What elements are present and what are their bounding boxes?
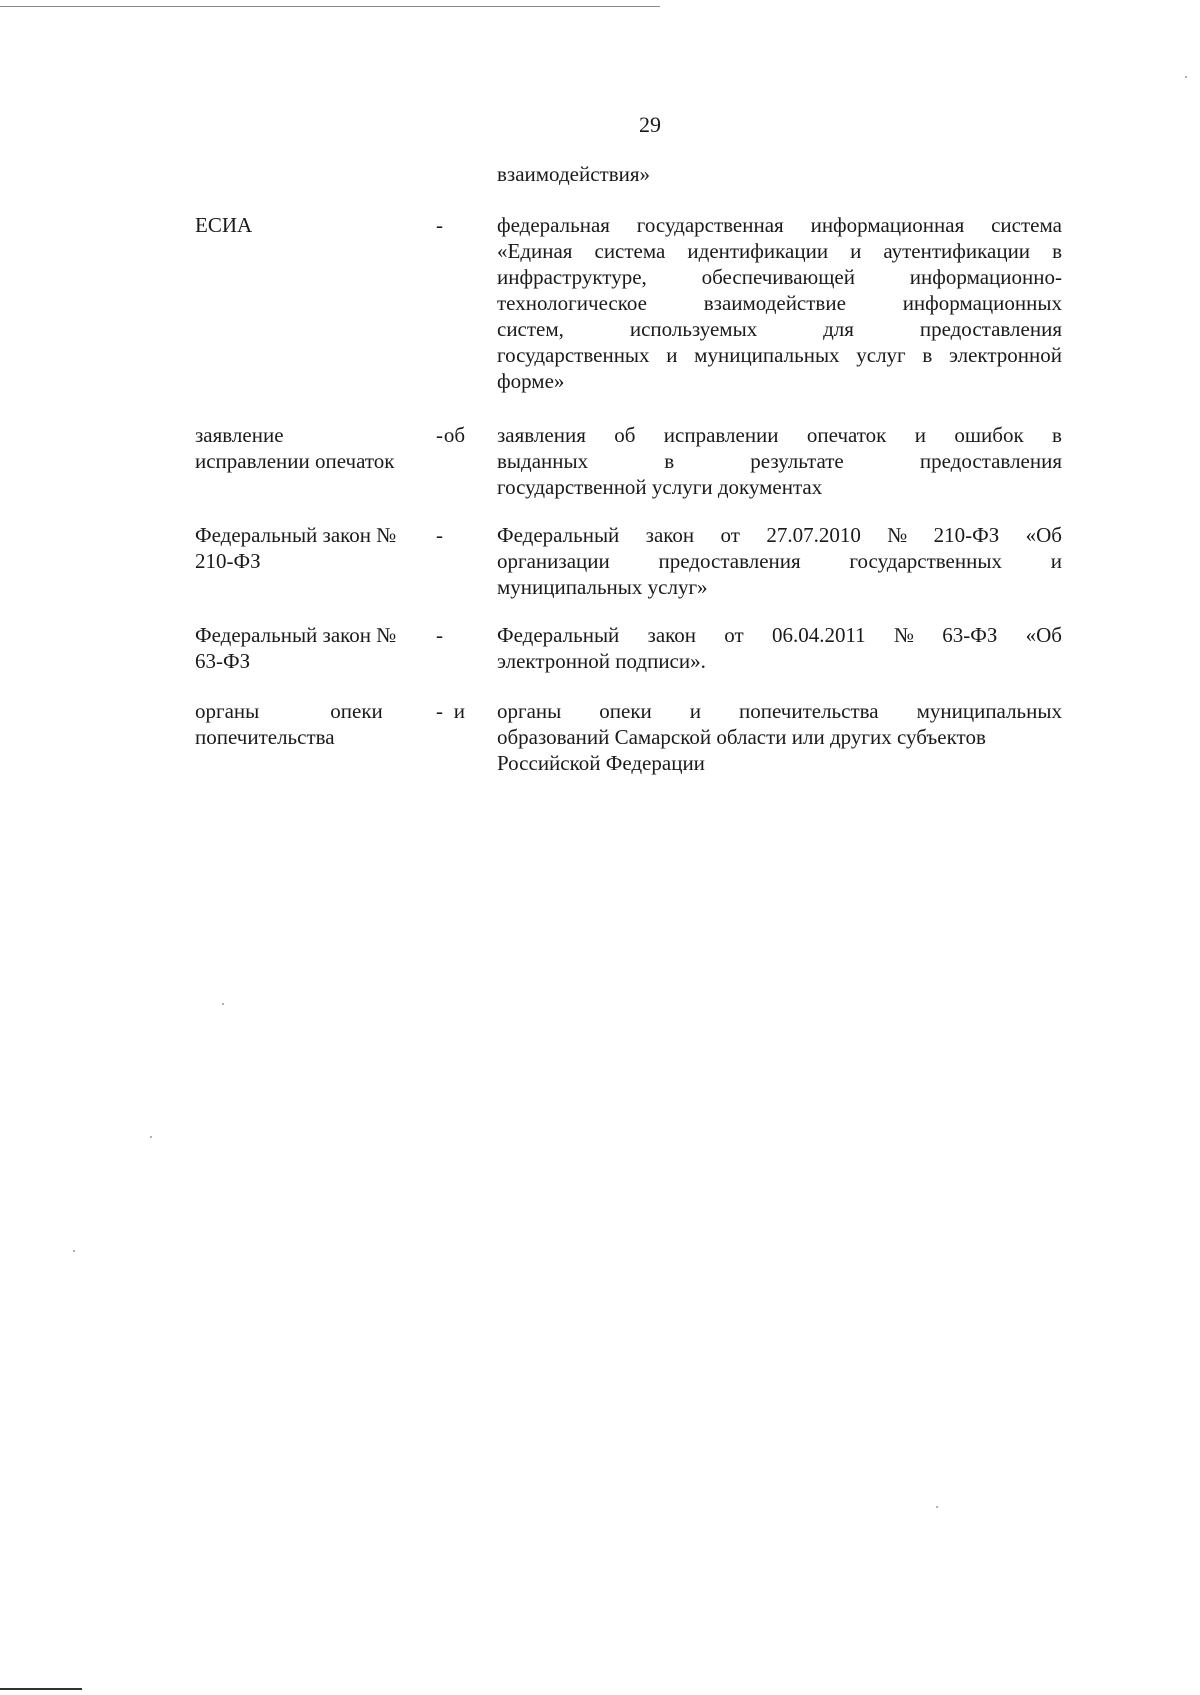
definition-1 <box>497 212 1062 394</box>
term-word: органы <box>195 699 260 723</box>
definition-line <box>497 290 1062 316</box>
definition-word: государственной услуги документах <box>497 475 823 499</box>
definition-line <box>497 238 1062 264</box>
definition-word: систем, <box>497 317 564 341</box>
definition-word: и <box>914 423 926 447</box>
term-4 <box>195 622 465 674</box>
definition-word: выданных <box>497 449 589 473</box>
definition-word: в <box>1052 239 1062 263</box>
definition-word: 27.07.2010 <box>766 523 861 547</box>
definition-word: № <box>893 623 914 647</box>
definition-word: «Об <box>1025 623 1062 647</box>
definition-word: система <box>991 213 1062 237</box>
definition-line <box>497 448 1062 474</box>
definition-line <box>497 342 1062 368</box>
definition-5 <box>497 698 1062 776</box>
definition-word: в <box>1052 423 1062 447</box>
definition-word: муниципальных <box>694 343 840 367</box>
term-word: об <box>443 423 465 447</box>
definition-word: Федеральный <box>497 623 620 647</box>
definition-word: технологическое <box>497 291 647 315</box>
term-word: Федеральный закон № <box>195 623 397 647</box>
definition-line <box>497 548 1062 574</box>
definition-word: предоставления <box>919 449 1062 473</box>
definition-line <box>497 368 1062 394</box>
term-line <box>195 212 465 238</box>
definition-word: исправлении <box>663 423 779 447</box>
definition-word: предоставления <box>919 317 1062 341</box>
term-word: опеки <box>330 699 383 723</box>
definition-word: информационных <box>902 291 1062 315</box>
definition-word: в <box>664 449 675 473</box>
definition-word: результате <box>750 449 844 473</box>
definition-line <box>497 316 1062 342</box>
term-word: 210-ФЗ <box>195 549 261 573</box>
definition-word: организации <box>497 549 610 573</box>
definition-4 <box>497 622 1062 674</box>
term-3 <box>195 522 465 574</box>
term-dash: - <box>436 423 443 447</box>
term-word: и <box>453 699 465 723</box>
definition-word: и <box>1050 549 1062 573</box>
definition-word: государственных <box>849 549 1002 573</box>
scan-speck <box>222 1003 224 1005</box>
definition-word: закон <box>647 623 697 647</box>
term-dash: - <box>436 699 443 723</box>
definition-word: об <box>614 423 636 447</box>
definition-word: Федеральный <box>497 523 620 547</box>
definition-word: «Единая <box>497 239 573 263</box>
definition-word: федеральная <box>497 213 610 237</box>
definition-word: обеспечивающей <box>701 265 855 289</box>
definition-line <box>497 212 1062 238</box>
definition-line <box>497 264 1062 290</box>
definition-2 <box>497 422 1062 500</box>
scan-speck <box>150 1136 152 1138</box>
definition-word: электронной подписи». <box>497 649 706 673</box>
definition-word: используемых <box>629 317 758 341</box>
definition-line <box>497 648 1062 674</box>
definition-word: попечительства <box>739 699 879 723</box>
scan-speck <box>73 1250 75 1252</box>
definition-word: органы <box>497 699 562 723</box>
definition-line <box>497 724 1062 750</box>
definition-word: предоставления <box>658 549 801 573</box>
definition-word: взаимодействие <box>703 291 846 315</box>
definition-word: муниципальных услуг» <box>497 575 708 599</box>
definition-word: № <box>887 523 908 547</box>
term-word: исправлении опечаток <box>195 449 395 473</box>
term-dash: - <box>436 523 443 547</box>
definition-word: и <box>850 239 862 263</box>
definition-3 <box>497 522 1062 600</box>
definition-line <box>497 422 1062 448</box>
term-line <box>195 448 465 474</box>
definition-word: ошибок <box>954 423 1024 447</box>
scan-speck <box>1185 76 1187 78</box>
definition-word: закон <box>645 523 695 547</box>
definition-word: информационно- <box>909 265 1062 289</box>
definition-line <box>497 698 1062 724</box>
term-line <box>195 422 465 448</box>
term-line <box>195 724 465 750</box>
definition-word: 06.04.2011 <box>771 623 866 647</box>
term-2 <box>195 422 465 474</box>
term-line <box>195 548 465 574</box>
definition-word: образований Самарской области или других субъектов <box>497 725 986 749</box>
definition-word: опечаток <box>806 423 887 447</box>
definition-word: государственная <box>636 213 784 237</box>
definition-word: в <box>922 343 933 367</box>
term-dash: - <box>436 623 443 647</box>
definition-word: аутентификации <box>883 239 1031 263</box>
definition-word: от <box>724 623 744 647</box>
definition-word: Российской Федерации <box>497 751 705 775</box>
definition-word: идентификации <box>687 239 829 263</box>
page-number: 29 <box>639 112 661 137</box>
term-line <box>195 622 465 648</box>
term-word: Федеральный закон № <box>195 523 397 547</box>
term-line <box>195 522 465 548</box>
term-word: ЕСИА <box>195 213 253 237</box>
term-1 <box>195 212 465 238</box>
scan-edge-line <box>0 6 660 7</box>
definition-word: услуг <box>856 343 906 367</box>
definition-word: и <box>666 343 678 367</box>
term-line <box>195 698 465 724</box>
term-5 <box>195 698 465 750</box>
definition-word: система <box>594 239 666 263</box>
definition-word: информационная <box>810 213 965 237</box>
definition-word: государственных <box>497 343 650 367</box>
definition-word: электронной <box>948 343 1062 367</box>
term-word: заявление <box>195 423 284 447</box>
definition-word: для <box>823 317 854 341</box>
definition-word: опеки <box>599 699 652 723</box>
definition-word: форме» <box>497 369 565 393</box>
definition-word: муниципальных <box>916 699 1062 723</box>
scan-edge-mark <box>0 1688 82 1690</box>
definition-word: 210-ФЗ <box>933 523 1000 547</box>
definition-word: и <box>689 699 702 723</box>
definition-line <box>497 522 1062 548</box>
term-word: попечительства <box>195 725 335 749</box>
continuation-line: взаимодействия» <box>497 162 651 186</box>
definition-line <box>497 574 1062 600</box>
term-dash: - <box>436 213 443 237</box>
definition-word: от <box>720 523 740 547</box>
definition-line <box>497 622 1062 648</box>
term-line <box>195 648 465 674</box>
definition-line <box>497 750 1062 776</box>
definition-word: 63-ФЗ <box>942 623 998 647</box>
definition-word: заявления <box>497 423 586 447</box>
definition-word: «Об <box>1025 523 1062 547</box>
definition-word: инфраструктуре, <box>497 265 647 289</box>
scan-speck <box>936 1506 938 1508</box>
term-word: 63-ФЗ <box>195 649 251 673</box>
definition-line <box>497 474 1062 500</box>
